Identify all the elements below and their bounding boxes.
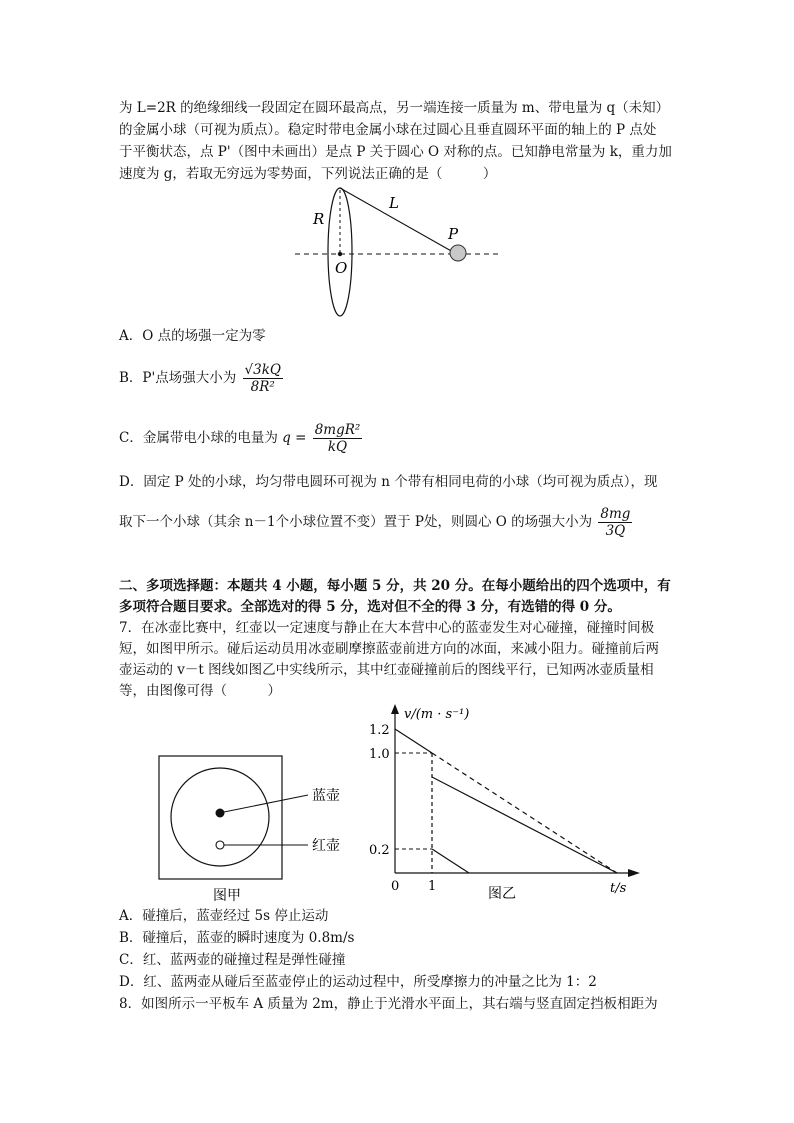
label-L: L [389, 194, 399, 212]
q6-option-a: A．O 点的场强一定为零 [119, 328, 266, 344]
blue-stone-pointer [224, 795, 308, 812]
q7-stem-line-4: 等，由图像可得（ ） [119, 683, 281, 699]
ball-p [450, 245, 466, 261]
y-tick-label: 0.2 [369, 843, 390, 858]
ring-figure [290, 182, 505, 322]
q7-stem-line-2: 短，如图甲所示。碰后运动员用冰壶刷摩擦蓝壶前进方向的冰面，来减小阻力。碰撞前后两 [119, 641, 659, 657]
q6-option-d-num: 8mg [600, 506, 631, 522]
q6-option-c-num: 8mgR² [314, 422, 361, 438]
y-tick-label: 1.0 [369, 747, 390, 762]
x-tick-label: 0 [391, 879, 400, 894]
q6-stem-line-1: 为 L=2R 的绝缘细线一段固定在圆环最高点，另一端连接一质量为 m、带电量为 q（未知） [119, 100, 670, 116]
q7-stem-line-1: 7．在冰壶比赛中，红壶以一定速度与静止在大本营中心的蓝壶发生对心碰撞，碰撞时间极 [119, 620, 655, 636]
label-O: O [335, 259, 348, 277]
q6-option-b-fraction [243, 362, 283, 395]
q8-stem-line-1: 8．如图所示一平板车 A 质量为 2m，静止于光滑水平面上，其右端与竖直固定挡板相距为 [119, 996, 658, 1012]
q7-option-d: D．红、蓝两壶从碰后至蓝壶停止的运动过程中，所受摩擦力的冲量之比为 1：2 [119, 974, 597, 990]
q6-option-b-prefix: B．P'点场强大小为 [119, 370, 237, 386]
q7-stem-line-3: 壶运动的 v－t 图线如图乙中实线所示，其中红壶碰撞前后的图线平行，已知两冰壶质量相 [119, 662, 654, 678]
curling-house-figure [150, 750, 370, 910]
y-axis-label: v/(m · s⁻¹) [404, 707, 470, 722]
series-0-segment [395, 729, 432, 753]
x-axis-label: t/s [610, 881, 627, 896]
label-P: P [448, 225, 459, 243]
q6-option-c-den: kQ [327, 439, 348, 455]
q7-option-a: A．碰撞后，蓝壶经过 5s 停止运动 [119, 908, 329, 924]
q6-option-c-fraction [313, 422, 363, 455]
q6-option-c-var: q = [282, 430, 307, 446]
fig-b-caption: 图乙 [488, 886, 516, 902]
y-tick-label: 1.2 [369, 723, 390, 738]
q6-option-c-prefix: C．金属带电小球的电量为 [119, 430, 278, 446]
series-2-segment [432, 777, 617, 873]
x-tick-label: 1 [428, 879, 437, 894]
q6-option-d-line-2-text: 取下一个小球（其余 n－1个小球位置不变）置于 P处，则圆心 O 的场强大小为 [119, 514, 593, 530]
q6-stem-line-3: 于平衡状态，点 P'（图中未画出）是点 P 关于圆心 O 对称的点。已知静电常量为 k，重力加 [119, 144, 672, 160]
q6-option-c [119, 418, 364, 458]
y-axis-arrow-icon [391, 704, 399, 714]
fig-a-caption: 图甲 [213, 888, 241, 904]
label-R: R [313, 210, 325, 228]
q6-option-b-num: √3kQ [244, 362, 281, 378]
red-stone-label: 红壶 [312, 838, 340, 854]
q6-option-d-line-1: D．固定 P 处的小球，均匀带电圆环可视为 n 个带有相同电荷的小球（均可视为质点），现 [119, 474, 658, 490]
q6-stem-line-4: 速度为 g，若取无穷远为零势面，下列说法正确的是（ ） [119, 166, 497, 182]
q6-option-d-line-2 [119, 502, 634, 542]
series-3-segment [432, 849, 469, 873]
series-1-segment [432, 753, 617, 873]
q6-option-d-den: 3Q [605, 523, 626, 539]
q7-option-b: B．碰撞后，蓝壶的瞬时速度为 0.8m/s [119, 930, 355, 946]
blue-stone-dot [216, 809, 225, 818]
center-dot [338, 252, 342, 256]
q6-option-d-fraction [598, 506, 632, 539]
q6-stem-line-2: 的金属小球（可视为质点）。稳定时带电金属小球在过圆心且垂直圆环平面的轴上的 P 点处 [119, 122, 657, 138]
section2-header-line-2: 多项符合题目要求。全部选对的得 5 分，选对但不全的得 3 分，有选错的得 0 分。 [119, 599, 621, 615]
red-stone-dot [216, 841, 224, 849]
q6-option-b-den: 8R² [250, 379, 275, 395]
blue-stone-label: 蓝壶 [312, 788, 340, 804]
x-axis-arrow-icon [628, 869, 640, 877]
vt-chart [360, 700, 650, 910]
q6-option-b [119, 358, 285, 398]
q7-option-c: C．红、蓝两壶的碰撞过程是弹性碰撞 [119, 952, 346, 968]
section2-header-line-1: 二、多项选择题：本题共 4 小题，每小题 5 分，共 20 分。在每小题给出的四个选项中，有 [119, 578, 671, 594]
house-square [159, 756, 282, 879]
